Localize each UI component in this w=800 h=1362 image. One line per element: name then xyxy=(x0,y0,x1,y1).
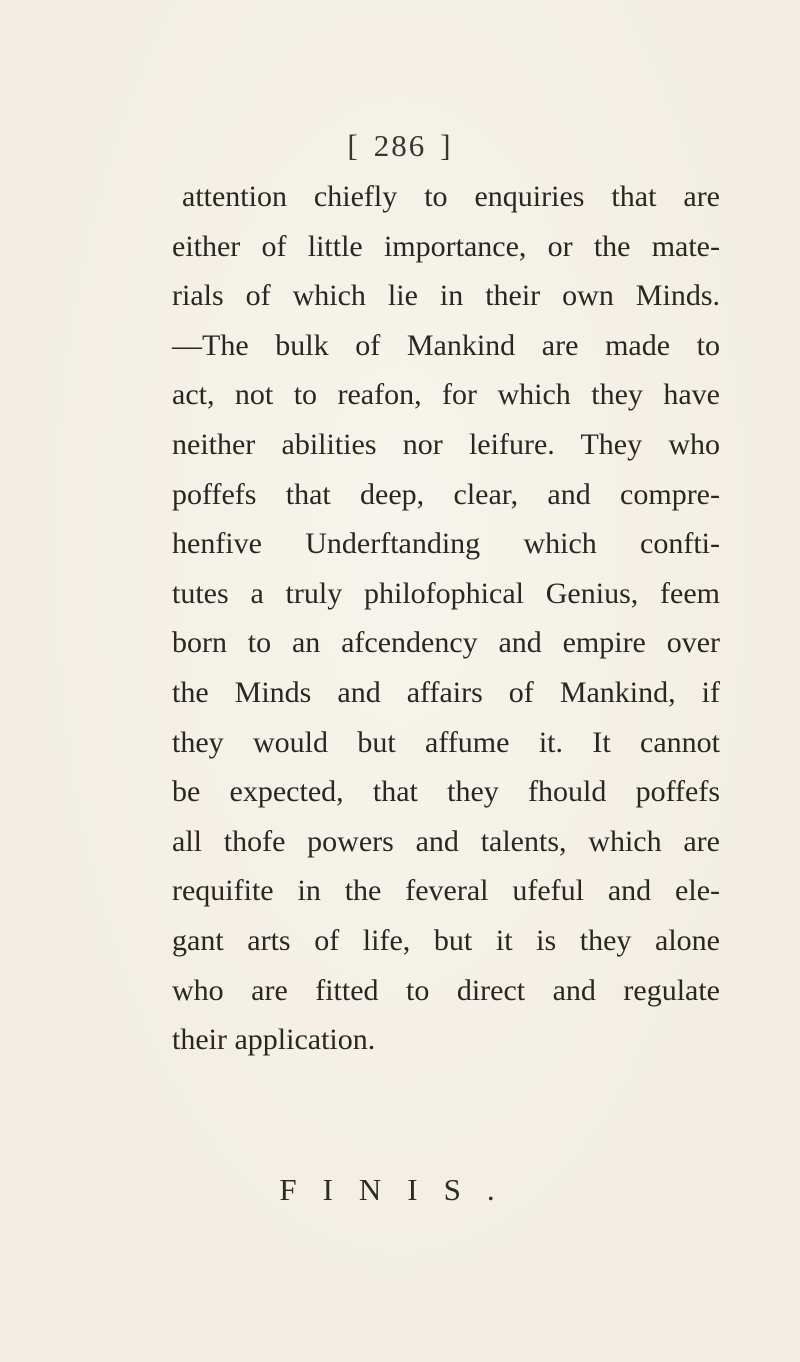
text-line: poffefs that deep, clear, and compre- xyxy=(172,477,720,511)
text-line: requifite in the feveral ufeful and ele- xyxy=(172,874,720,908)
text-line: either of little importance, or the mate- xyxy=(172,229,720,263)
text-line: gant arts of life, but it is they alone xyxy=(172,923,720,957)
text-line: all thofe powers and talents, which are xyxy=(172,824,720,858)
page-number-header xyxy=(0,128,800,164)
text-line: act, not to reafon, for which they have xyxy=(172,378,720,412)
text-line: who are fitted to direct and regulate xyxy=(172,973,720,1007)
text-line: they would but affume it. It cannot xyxy=(172,725,720,759)
text-line: their application. xyxy=(172,1023,376,1057)
body-paragraph xyxy=(172,172,720,1065)
page-number: 286 xyxy=(373,128,427,163)
text-line: tutes a truly philofophical Genius, feem xyxy=(172,576,720,610)
text-line: the Minds and affairs of Mankind, if xyxy=(172,675,720,709)
text-line: born to an afcendency and empire over xyxy=(172,626,720,660)
finis-heading: FINIS. xyxy=(279,1172,521,1207)
text-line: attention chiefly to enquiries that are xyxy=(182,180,720,213)
open-bracket: [ xyxy=(347,128,360,163)
text-line: henfive Underftanding which confti- xyxy=(172,527,720,561)
close-bracket: ] xyxy=(440,128,453,163)
text-line: rials of which lie in their own Minds. xyxy=(172,279,720,313)
text-line: neither abilities nor leifure. They who xyxy=(172,427,720,461)
text-line: be expected, that they fhould poffefs xyxy=(172,775,720,809)
text-line: —The bulk of Mankind are made to xyxy=(172,328,720,362)
